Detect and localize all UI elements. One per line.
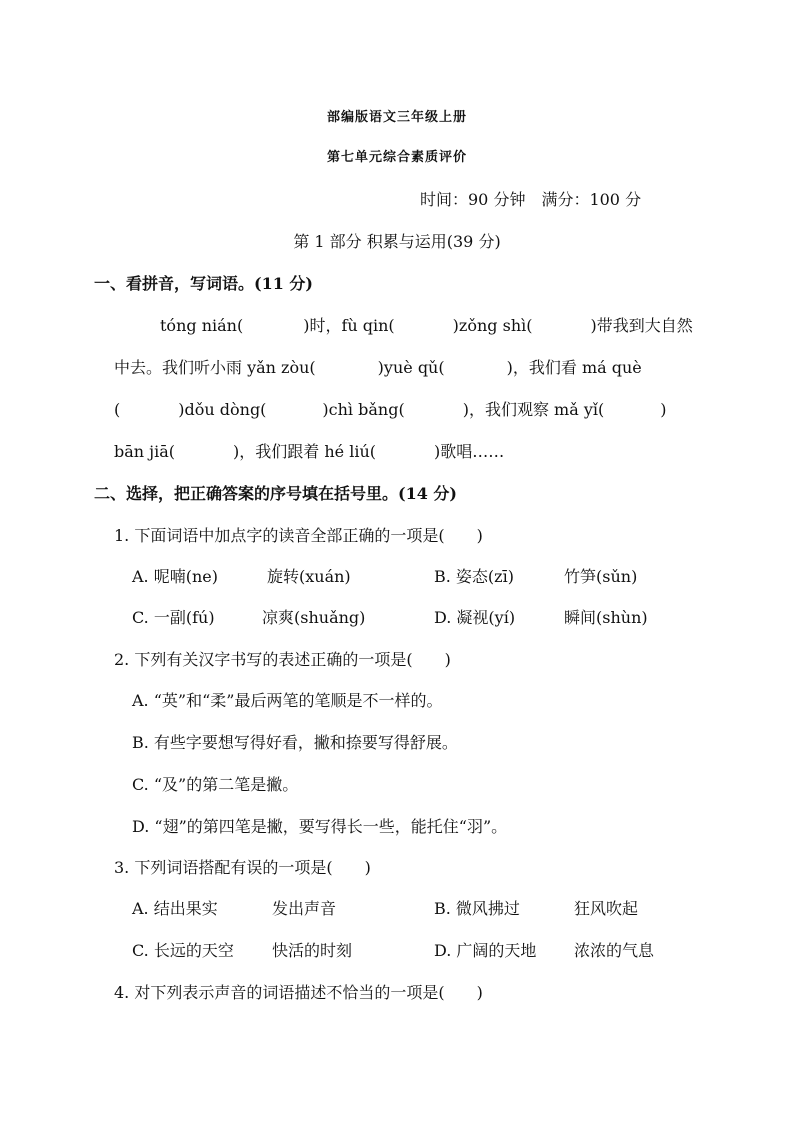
option-word: 狂风吹起: [574, 899, 639, 918]
pinyin-segment: 中去。我们听小雨 yǎn zòu(: [114, 358, 316, 377]
option-word: C. 长远的天空: [132, 941, 234, 960]
q1-option-a[interactable]: [132, 567, 351, 587]
option-word: 竹笋(sǔn): [564, 567, 638, 586]
document-title: 部编版语文三年级上册: [326, 110, 467, 125]
q1-option-b[interactable]: [434, 567, 638, 587]
option-word: A. 结出果实: [132, 899, 218, 918]
question-1-stem: 1. 下面词语中加点字的读音全部正确的一项是( ): [114, 526, 483, 545]
option-word: A. 呢喃(ne): [132, 567, 218, 586]
option-word: B. 姿态(zī): [434, 567, 514, 586]
pinyin-line-4: [114, 442, 504, 462]
q2-option-b[interactable]: B. 有些字要想写得好看，撇和捺要写得舒展。: [132, 733, 458, 752]
q2-option-a[interactable]: A. “英”和“柔”最后两笔的笔顺是不一样的。: [132, 691, 443, 710]
pinyin-segment: )yuè qǔ(: [377, 358, 445, 377]
pinyin-segment: (: [114, 400, 121, 419]
option-word: 快活的时刻: [272, 941, 353, 960]
pinyin-segment: )，我们看 má què: [506, 358, 642, 377]
option-word: 瞬间(shùn): [564, 608, 648, 627]
pinyin-segment: )，我们跟着 hé liú(: [233, 442, 377, 461]
time-info: 时间：90 分钟 满分：100 分: [420, 190, 642, 209]
pinyin-segment: )时，fù qin(: [303, 316, 395, 335]
option-word: C. 一副(fú): [132, 608, 215, 627]
section1-heading: 一、看拼音，写词语。(11 分): [94, 274, 313, 293]
option-word: B. 微风拂过: [434, 899, 520, 918]
question-3-stem: 3. 下列词语搭配有误的一项是( ): [114, 858, 371, 877]
option-word: D. 广阔的天地: [434, 941, 537, 960]
pinyin-segment: )dǒu dòng(: [178, 400, 267, 419]
option-word: 凉爽(shuǎng): [262, 608, 366, 627]
document-subtitle: 第七单元综合素质评价: [326, 150, 467, 165]
pinyin-segment: bān jiā(: [114, 442, 176, 461]
pinyin-segment: )chì bǎng(: [322, 400, 405, 419]
option-word: 发出声音: [272, 899, 337, 918]
option-word: 浓浓的气息: [574, 941, 655, 960]
pinyin-line-2: [114, 358, 642, 378]
q1-option-d[interactable]: [434, 608, 648, 628]
pinyin-segment: )，我们观察 mǎ yǐ(: [462, 400, 605, 419]
pinyin-segment: )zǒng shì(: [452, 316, 533, 335]
pinyin-line-3: [114, 400, 666, 420]
q1-option-c[interactable]: [132, 608, 366, 628]
part1-title: 第 1 部分 积累与运用(39 分): [293, 232, 501, 251]
q3-option-d[interactable]: [434, 941, 655, 961]
option-word: D. 凝视(yí): [434, 608, 516, 627]
pinyin-segment: )带我到大自然: [590, 316, 693, 335]
question-2-stem: 2. 下列有关汉字书写的表述正确的一项是( ): [114, 650, 451, 669]
pinyin-segment: ): [660, 400, 667, 419]
option-word: 旋转(xuán): [267, 567, 351, 586]
q2-option-c[interactable]: C. “及”的第二笔是撇。: [132, 775, 299, 794]
pinyin-line-1: [160, 316, 693, 336]
q2-option-d[interactable]: D. “翅”的第四笔是撇，要写得长一些，能托住“羽”。: [132, 817, 508, 836]
q3-option-c[interactable]: [132, 941, 353, 961]
section2-heading: 二、选择，把正确答案的序号填在括号里。(14 分): [94, 484, 457, 503]
pinyin-segment: )歌唱……: [434, 442, 505, 461]
pinyin-segment: tóng nián(: [160, 316, 244, 335]
q3-option-b[interactable]: [434, 899, 639, 919]
question-4-stem: 4. 对下列表示声音的词语描述不恰当的一项是( ): [114, 983, 483, 1002]
q3-option-a[interactable]: [132, 899, 337, 919]
